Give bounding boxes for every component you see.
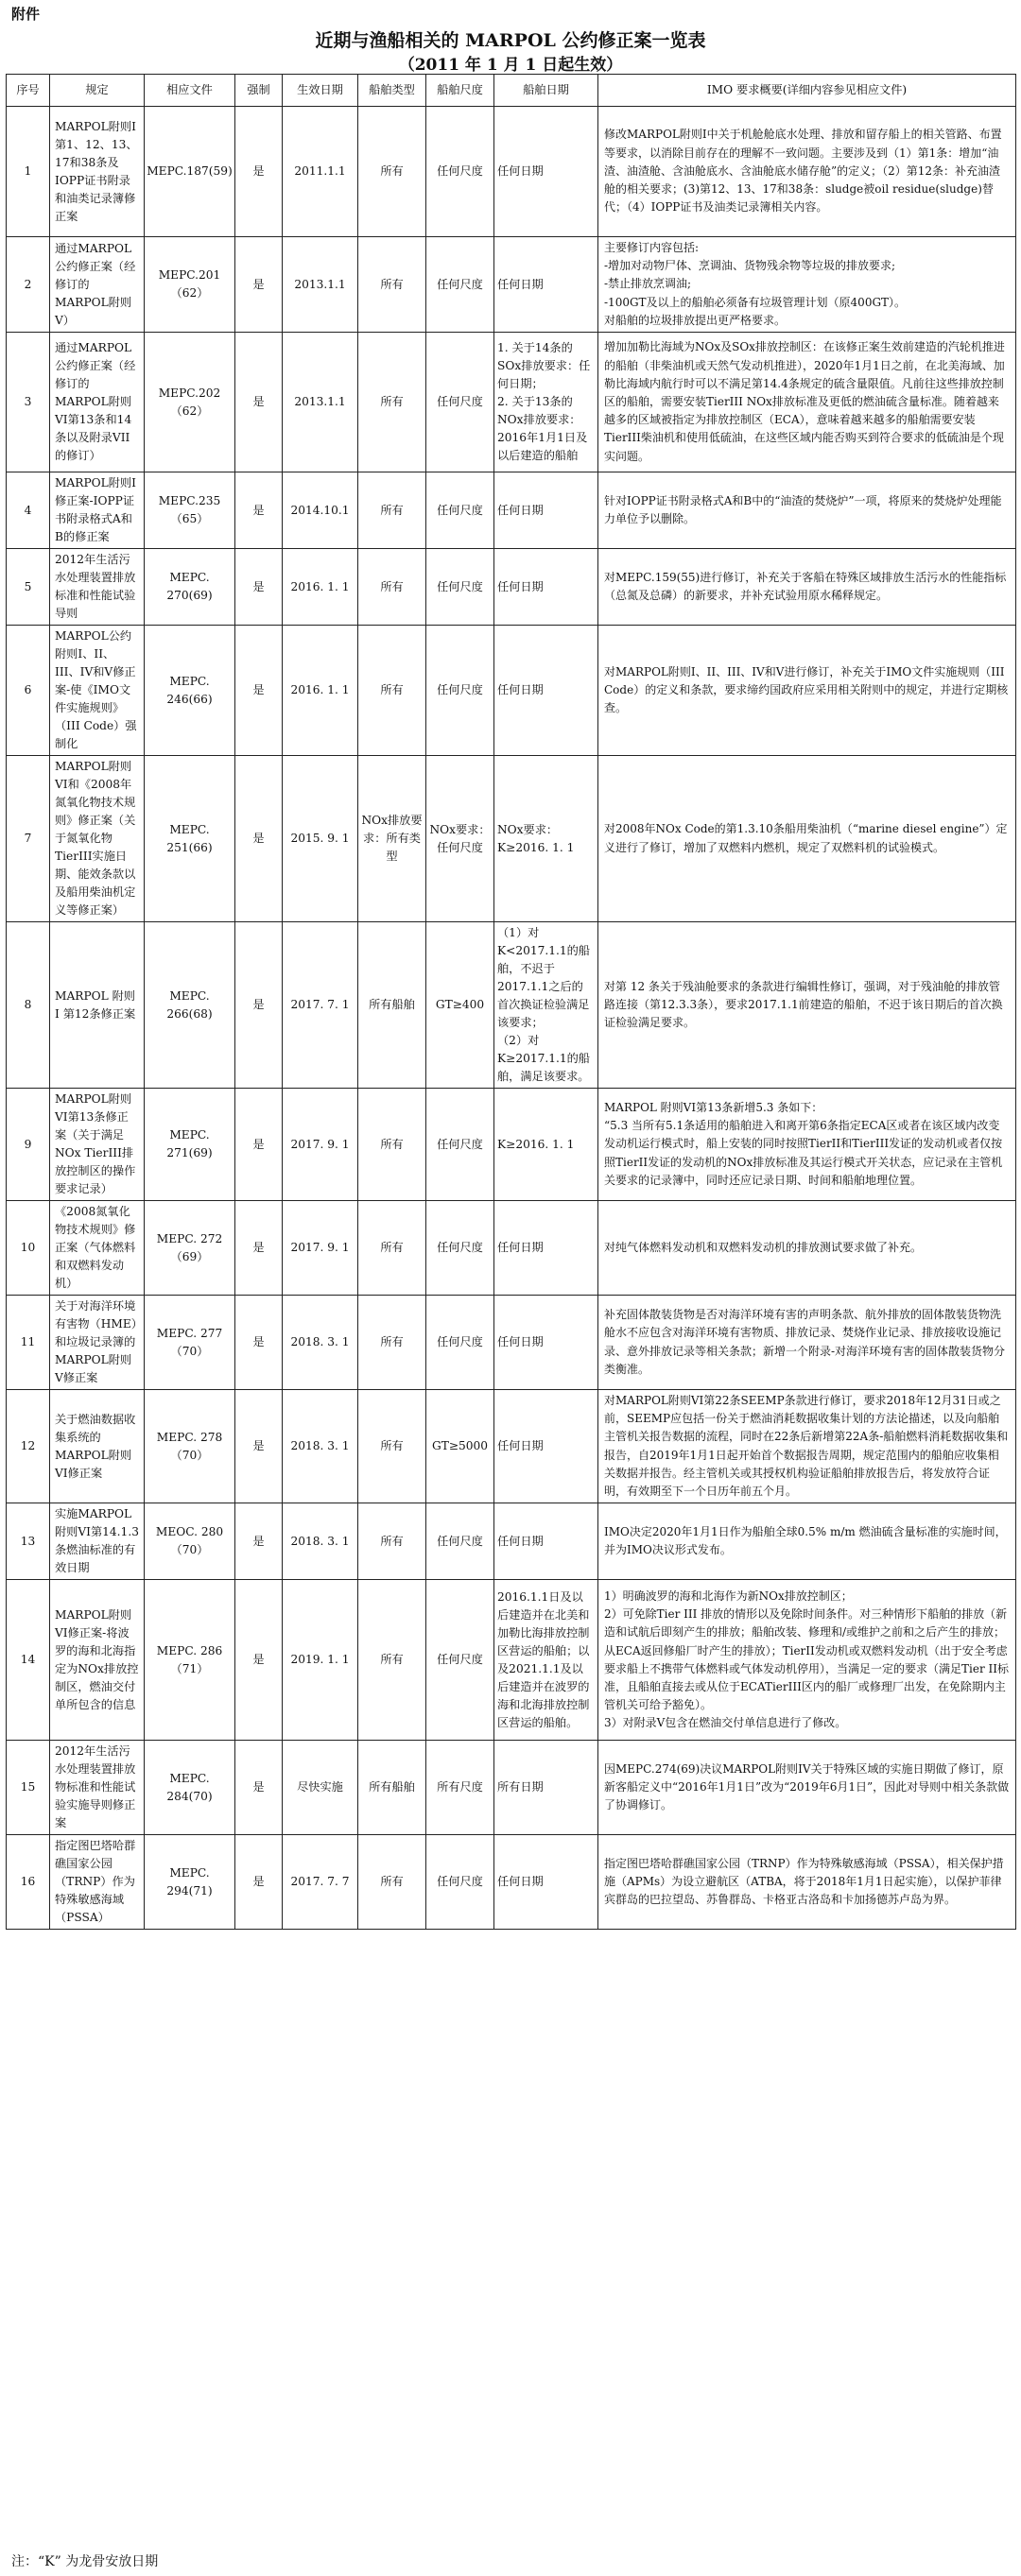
imo-summary-cell: 对纯气体燃料发动机和双燃料发动机的排放测试要求做了补充。 <box>598 1201 1016 1296</box>
attachment-label: 附件 <box>11 6 41 23</box>
rule-name-cell: MARPOL公约附则I、II、III、IV和V修正案-使《IMO文件实施规则》（III Code）强制化 <box>50 626 145 756</box>
document-ref-cell: MEPC. 278（70） <box>145 1390 235 1503</box>
ship-type-cell: 所有 <box>358 1390 426 1503</box>
ship-date-cell: 任何日期 <box>494 472 598 549</box>
table-header-row <box>7 75 1016 107</box>
imo-summary-cell: 对第 12 条关于残油舱要求的条款进行编辑性修订，强调，对于残油舱的排放管路连接（第12.3.3条），要求2017.1.1前建造的船舶，不迟于该日期后的首次换证检验满足要求。 <box>598 922 1016 1089</box>
rule-name-cell: 《2008氮氧化物技术规则》修正案（气体燃料和双燃料发动机） <box>50 1201 145 1296</box>
rule-name-cell: 通过MARPOL公约修正案（经修订的MARPOL附则VI第13条和14条以及附录VII的修订） <box>50 333 145 472</box>
header-cell: 船舶类型 <box>358 75 426 107</box>
imo-summary-cell: 增加加勒比海域为NOx及SOx排放控制区：在该修正案生效前建造的汽轮机推进的船舶（非柴油机或天然气发动机推进），2020年1月1日之前，在北美海域、加勒比海域内航行时可以不满足第14.4条规定的硫含量限值。凡前往这些排放控制区的船舶，需要安装TierIII NOx排放标准及更低的燃油硫含量标准。随着越来越多的区域被指定为排放控制区（ECA），意味着越来越多的船舶需要安装TierIII柴油机和使用低硫油，在这些区域内能否购买到符合要求的低硫油是个现实问题。 <box>598 333 1016 472</box>
table-row <box>7 626 1016 756</box>
row-number-cell: 2 <box>7 237 50 333</box>
ship-date-cell: 任何日期 <box>494 1835 598 1930</box>
ship-type-cell: 所有 <box>358 549 426 626</box>
mandatory-flag-cell: 是 <box>235 626 283 756</box>
rule-name-cell: 实施MARPOL附则VI第14.1.3条燃油标准的有效日期 <box>50 1503 145 1580</box>
table-row <box>7 1835 1016 1930</box>
mandatory-flag-cell: 是 <box>235 1503 283 1580</box>
table-row <box>7 1503 1016 1580</box>
ship-type-cell: 所有 <box>358 1835 426 1930</box>
table-row <box>7 472 1016 549</box>
ship-size-cell: 任何尺度 <box>426 333 494 472</box>
mandatory-flag-cell: 是 <box>235 922 283 1089</box>
document-ref-cell: MEPC. 271(69) <box>145 1089 235 1201</box>
ship-size-cell: 任何尺度 <box>426 549 494 626</box>
rule-name-cell: 关于燃油数据收集系统的MARPOL附则VI修正案 <box>50 1390 145 1503</box>
document-ref-cell: MEPC. 272（69） <box>145 1201 235 1296</box>
document-ref-cell: MEOC. 280（70） <box>145 1503 235 1580</box>
row-number-cell: 10 <box>7 1201 50 1296</box>
mandatory-flag-cell: 是 <box>235 756 283 922</box>
mandatory-flag-cell: 是 <box>235 107 283 237</box>
ship-date-cell: （1）对K<2017.1.1的船舶，不迟于2017.1.1之后的首次换证检验满足该要求； （2）对K≥2017.1.1的船舶，满足该要求。 <box>494 922 598 1089</box>
header-cell: 序号 <box>7 75 50 107</box>
document-ref-cell: MEPC. 284(70) <box>145 1741 235 1835</box>
table-body <box>7 107 1016 1930</box>
row-number-cell: 7 <box>7 756 50 922</box>
row-number-cell: 13 <box>7 1503 50 1580</box>
header-cell: 船舶日期 <box>494 75 598 107</box>
mandatory-flag-cell: 是 <box>235 1296 283 1390</box>
row-number-cell: 8 <box>7 922 50 1089</box>
mandatory-flag-cell: 是 <box>235 1390 283 1503</box>
effective-date-cell: 2016. 1. 1 <box>283 549 358 626</box>
rule-name-cell: MARPOL附则VI和《2008年氮氧化物技术规则》修正案（关于氮氧化物TierIII实施日期、能效条款以及船用柴油机定义等修正案） <box>50 756 145 922</box>
table-row <box>7 237 1016 333</box>
imo-summary-cell: 1）明确波罗的海和北海作为新NOx排放控制区； 2）可免除Tier III 排放的情形以及免除时间条件。对三种情形下船舶的排放（新造和试航后即刻产生的排放；船舶改装、修理和/或维护之前和之后产生的排放；从ECA返回修船厂时产生的排放）；TierII发动机或双燃料发动机（出于安全考虑要求船上不携带气体燃料或气体发动机停用），当满足一定的要求（满足Tier II标准，且船舶直接去或从位于ECATierIII区内的船厂或修理厂出发，在免除期内主管机关可给予豁免）。 3）对附录V包含在燃油交付单信息进行了修改。 <box>598 1580 1016 1741</box>
ship-size-cell: 任何尺度 <box>426 1201 494 1296</box>
imo-summary-cell: 对MARPOL附则VI第22条SEEMP条款进行修订，要求2018年12月31日或之前，SEEMP应包括一份关于燃油消耗数据收集计划的方法论描述，以及向船舶主管机关报告数据的流程，同时在22条后新增第22A条-船舶燃料消耗数据收集和报告，自2019年1月1日起开始首个数据报告周期，规定范围内的船舶应收集相关数据并报告。经主管机关或其授权机构验证船舶排放报告后，将发放符合证明，有效期至下一个日历年前五个月。 <box>598 1390 1016 1503</box>
mandatory-flag-cell: 是 <box>235 472 283 549</box>
ship-type-cell: 所有 <box>358 333 426 472</box>
ship-size-cell: 任何尺度 <box>426 626 494 756</box>
ship-size-cell: 任何尺度 <box>426 107 494 237</box>
ship-date-cell: 任何日期 <box>494 1390 598 1503</box>
ship-date-cell: 1. 关于14条的SOx排放要求：任何日期； 2. 关于13条的NOx排放要求：2016年1月1日及以后建造的船舶 <box>494 333 598 472</box>
effective-date-cell: 2015. 9. 1 <box>283 756 358 922</box>
table-row <box>7 1296 1016 1390</box>
header-cell: 规定 <box>50 75 145 107</box>
table-row <box>7 922 1016 1089</box>
mandatory-flag-cell: 是 <box>235 1835 283 1930</box>
imo-summary-cell: 对2008年NOx Code的第1.3.10条船用柴油机（“marine diesel engine”）定义进行了修订，增加了双燃料内燃机，规定了双燃料机的试验模式。 <box>598 756 1016 922</box>
document-ref-cell: MEPC.187(59) <box>145 107 235 237</box>
document-ref-cell: MEPC. 270(69) <box>145 549 235 626</box>
ship-date-cell: 任何日期 <box>494 626 598 756</box>
imo-summary-cell: 对MARPOL附则I、II、III、IV和V进行修订，补充关于IMO文件实施规则（III Code）的定义和条款，要求缔约国政府应采用相关附则中的规定，并进行定期核查。 <box>598 626 1016 756</box>
header-cell: IMO 要求概要(详细内容参见相应文件) <box>598 75 1016 107</box>
ship-date-cell: 2016.1.1日及以后建造并在北美和加勒比海排放控制区营运的船舶；以及2021.1.1及以后建造并在波罗的海和北海排放控制区营运的船舶。 <box>494 1580 598 1741</box>
document-ref-cell: MEPC. 294(71) <box>145 1835 235 1930</box>
rule-name-cell: MARPOL 附则 I 第12条修正案 <box>50 922 145 1089</box>
effective-date-cell: 2017. 9. 1 <box>283 1089 358 1201</box>
mandatory-flag-cell: 是 <box>235 237 283 333</box>
ship-size-cell: 任何尺度 <box>426 1503 494 1580</box>
rule-name-cell: 通过MARPOL公约修正案（经修订的MARPOL附则V） <box>50 237 145 333</box>
imo-summary-cell: 指定图巴塔哈群礁国家公园（TRNP）作为特殊敏感海域（PSSA），相关保护措施（APMs）为设立避航区（ATBA，将于2018年1月1日起实施），以保护菲律宾群岛的巴拉望岛、苏鲁群岛、卡格亚古洛岛和卡加扬德苏卢岛为界。 <box>598 1835 1016 1930</box>
header-cell: 生效日期 <box>283 75 358 107</box>
imo-summary-cell: IMO决定2020年1月1日作为船舶全球0.5% m/m 燃油硫含量标准的实施时间，并为IMO决议形式发布。 <box>598 1503 1016 1580</box>
row-number-cell: 11 <box>7 1296 50 1390</box>
mandatory-flag-cell: 是 <box>235 549 283 626</box>
effective-date-cell: 尽快实施 <box>283 1741 358 1835</box>
ship-date-cell: NOx要求：K≥2016. 1. 1 <box>494 756 598 922</box>
ship-type-cell: 所有 <box>358 472 426 549</box>
imo-summary-cell: MARPOL 附则VI第13条新增5.3 条如下： “5.3 当所有5.1条适用的船舶进入和离开第6条指定ECA区或者在该区域内改变发动机运行模式时，船上安装的同时按照TierII和TierIII发证的发动机或者仅按照TierII发证的发动机的NOx排放标准及其运行模式开关状态，应记录在主管机关要求的记录簿中，同时还应记录日期、时间和船舶地理位置。 <box>598 1089 1016 1201</box>
row-number-cell: 6 <box>7 626 50 756</box>
effective-date-cell: 2013.1.1 <box>283 237 358 333</box>
ship-type-cell: NOx排放要求：所有类型 <box>358 756 426 922</box>
header-cell: 强制 <box>235 75 283 107</box>
effective-date-cell: 2018. 3. 1 <box>283 1390 358 1503</box>
amendments-table <box>6 74 1016 1930</box>
effective-date-cell: 2011.1.1 <box>283 107 358 237</box>
ship-type-cell: 所有 <box>358 237 426 333</box>
document-ref-cell: MEPC. 266(68) <box>145 922 235 1089</box>
ship-date-cell: K≥2016. 1. 1 <box>494 1089 598 1201</box>
ship-type-cell: 所有船舶 <box>358 922 426 1089</box>
document-ref-cell: MEPC.201（62） <box>145 237 235 333</box>
ship-type-cell: 所有 <box>358 1503 426 1580</box>
effective-date-cell: 2017. 7. 1 <box>283 922 358 1089</box>
header-cell: 船舶尺度 <box>426 75 494 107</box>
document-title: 近期与渔船相关的 MARPOL 公约修正案一览表 <box>315 30 706 51</box>
document-ref-cell: MEPC.235（65） <box>145 472 235 549</box>
table-row <box>7 1390 1016 1503</box>
imo-summary-cell: 对MEPC.159(55)进行修订，补充关于客船在特殊区域排放生活污水的性能指标（总氮及总磷）的新要求，并补充试验用原水稀释规定。 <box>598 549 1016 626</box>
rule-name-cell: 2012年生活污水处理装置排放标准和性能试验导则 <box>50 549 145 626</box>
table-row <box>7 107 1016 237</box>
document-ref-cell: MEPC.202（62） <box>145 333 235 472</box>
ship-type-cell: 所有 <box>358 626 426 756</box>
ship-date-cell: 任何日期 <box>494 237 598 333</box>
rule-name-cell: 指定图巴塔哈群礁国家公园（TRNP）作为特殊敏感海域（PSSA） <box>50 1835 145 1930</box>
ship-type-cell: 所有 <box>358 107 426 237</box>
mandatory-flag-cell: 是 <box>235 1580 283 1741</box>
footnote: 注：“K” 为龙骨安放日期 <box>11 2554 159 2569</box>
ship-size-cell: 任何尺度 <box>426 1835 494 1930</box>
row-number-cell: 9 <box>7 1089 50 1201</box>
imo-summary-cell: 修改MARPOL附则I中关于机舱舱底水处理、排放和留存船上的相关管路、布置等要求，以消除目前存在的理解不一致问题。主要涉及到（1）第1条：增加“油渣、油渣舱、含油舱底水、含油舱底水储存舱”的定义；（2）第12条：补充油渣舱的相关要求；(3)第12、13、17和38条：sludge被oil residue(sludge)替代；（4）IOPP证书及油类记录簿相关内容。 <box>598 107 1016 237</box>
imo-summary-cell: 主要修订内容包括: -增加对动物尸体、烹调油、货物残余物等垃圾的排放要求; -禁止排放烹调油; -100GT及以上的船舶必须备有垃圾管理计划（原400GT）。 对船舶的垃圾排放提出更严格要求。 <box>598 237 1016 333</box>
row-number-cell: 1 <box>7 107 50 237</box>
row-number-cell: 5 <box>7 549 50 626</box>
ship-date-cell: 任何日期 <box>494 1503 598 1580</box>
row-number-cell: 4 <box>7 472 50 549</box>
table-row <box>7 1580 1016 1741</box>
mandatory-flag-cell: 是 <box>235 1741 283 1835</box>
header-cell: 相应文件 <box>145 75 235 107</box>
ship-size-cell: NOx要求：任何尺度 <box>426 756 494 922</box>
ship-size-cell: 任何尺度 <box>426 1089 494 1201</box>
document-ref-cell: MEPC. 286（71） <box>145 1580 235 1741</box>
table-row <box>7 1089 1016 1201</box>
ship-size-cell: GT≥400 <box>426 922 494 1089</box>
ship-type-cell: 所有 <box>358 1580 426 1741</box>
ship-date-cell: 任何日期 <box>494 1201 598 1296</box>
row-number-cell: 14 <box>7 1580 50 1741</box>
effective-date-cell: 2016. 1. 1 <box>283 626 358 756</box>
mandatory-flag-cell: 是 <box>235 1089 283 1201</box>
rule-name-cell: MARPOL附则I第1、12、13、17和38条及IOPP证书附录和油类记录簿修正案 <box>50 107 145 237</box>
imo-summary-cell: 因MEPC.274(69)决议MARPOL附则IV关于特殊区域的实施日期做了修订，原新客船定义中“2016年1月1日”改为“2019年6月1日”，因此对导则中相关条款做了协调修订。 <box>598 1741 1016 1835</box>
ship-type-cell: 所有 <box>358 1201 426 1296</box>
document-subtitle: （2011 年 1 月 1 日起生效） <box>398 56 623 75</box>
table-row <box>7 1201 1016 1296</box>
effective-date-cell: 2017. 9. 1 <box>283 1201 358 1296</box>
ship-size-cell: 任何尺度 <box>426 1296 494 1390</box>
ship-size-cell: 任何尺度 <box>426 1580 494 1741</box>
table-row <box>7 756 1016 922</box>
rule-name-cell: MARPOL附则VI第13条修正案（关于满足NOx TierIII排放控制区的操作要求记录） <box>50 1089 145 1201</box>
effective-date-cell: 2014.10.1 <box>283 472 358 549</box>
row-number-cell: 12 <box>7 1390 50 1503</box>
row-number-cell: 15 <box>7 1741 50 1835</box>
row-number-cell: 16 <box>7 1835 50 1930</box>
effective-date-cell: 2019. 1. 1 <box>283 1580 358 1741</box>
document-ref-cell: MEPC. 251(66) <box>145 756 235 922</box>
ship-type-cell: 所有 <box>358 1296 426 1390</box>
effective-date-cell: 2018. 3. 1 <box>283 1296 358 1390</box>
rule-name-cell: MARPOL附则VI修正案-将波罗的海和北海指定为NOx排放控制区，燃油交付单所包含的信息 <box>50 1580 145 1741</box>
ship-size-cell: GT≥5000 <box>426 1390 494 1503</box>
imo-summary-cell: 补充固体散装货物是否对海洋环境有害的声明条款、航外排放的固体散装货物洗舱水不应包含对海洋环境有害物质、排放记录、焚烧作业记录、排放接收设施记录、意外排放记录等相关条款；新增一个附录-对海洋环境有害的固体散装货物分类衡准。 <box>598 1296 1016 1390</box>
table-row <box>7 333 1016 472</box>
document-ref-cell: MEPC. 277（70） <box>145 1296 235 1390</box>
document-ref-cell: MEPC. 246(66) <box>145 626 235 756</box>
rule-name-cell: MARPOL附则I修正案-IOPP证书附录格式A和B的修正案 <box>50 472 145 549</box>
ship-date-cell: 任何日期 <box>494 107 598 237</box>
mandatory-flag-cell: 是 <box>235 333 283 472</box>
mandatory-flag-cell: 是 <box>235 1201 283 1296</box>
ship-date-cell: 任何日期 <box>494 549 598 626</box>
effective-date-cell: 2013.1.1 <box>283 333 358 472</box>
ship-date-cell: 所有日期 <box>494 1741 598 1835</box>
ship-size-cell: 所有尺度 <box>426 1741 494 1835</box>
ship-size-cell: 任何尺度 <box>426 237 494 333</box>
rule-name-cell: 关于对海洋环境有害物（HME）和垃圾记录簿的MARPOL附则V修正案 <box>50 1296 145 1390</box>
row-number-cell: 3 <box>7 333 50 472</box>
ship-date-cell: 任何日期 <box>494 1296 598 1390</box>
ship-type-cell: 所有 <box>358 1089 426 1201</box>
ship-type-cell: 所有船舶 <box>358 1741 426 1835</box>
table-row <box>7 549 1016 626</box>
table-row <box>7 1741 1016 1835</box>
effective-date-cell: 2017. 7. 7 <box>283 1835 358 1930</box>
effective-date-cell: 2018. 3. 1 <box>283 1503 358 1580</box>
ship-size-cell: 任何尺度 <box>426 472 494 549</box>
rule-name-cell: 2012年生活污水处理装置排放物标准和性能试验实施导则修正案 <box>50 1741 145 1835</box>
imo-summary-cell: 针对IOPP证书附录格式A和B中的“油渣的焚烧炉”一项，将原来的焚烧炉处理能力单位予以删除。 <box>598 472 1016 549</box>
